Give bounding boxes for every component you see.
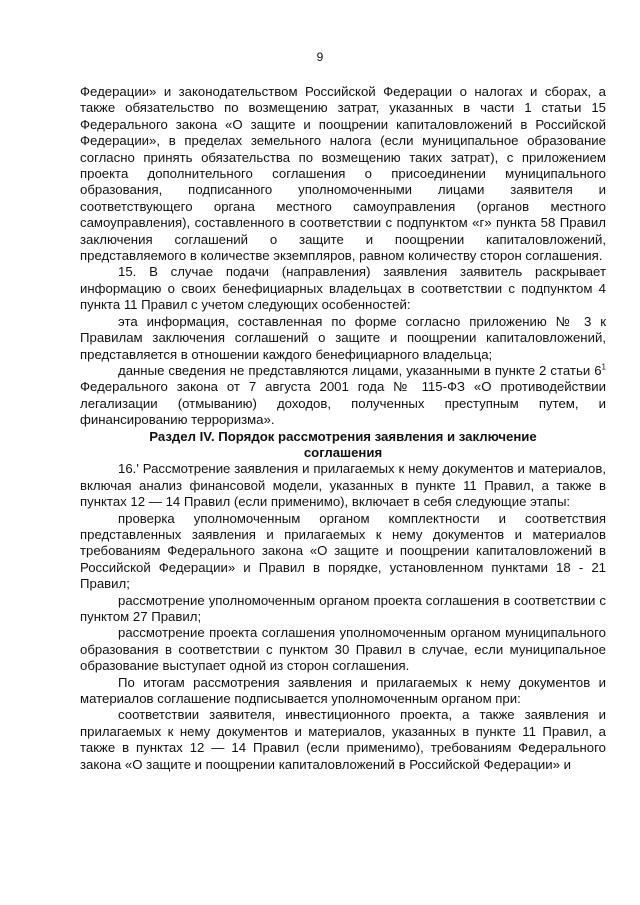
paragraph: рассмотрение уполномоченным органом проекта соглашения в соответствии с пунктом 27 Правил; <box>80 592 606 624</box>
paragraph: Федерации» и законодательством Российской Федерации о налогах и сборах, а также обязательство по возмещению затрат, указанных в части 1 статьи 15 Федерального закона «О защите и поощрении капиталовложений в Российской Федерации», в пределах земельного налога (если муниципальное образование согласно принять обязательства по возмещению таких затрат), с приложением проекта дополнительного соглашения о присоединении муниципального образования, подписанного уполномоченными лицами заявителя и соответствующего органа местного самоуправления (органов местного самоуправления), составленного в соответствии с подпунктом «г» пункта 58 Правил заключения соглашений о защите и поощрении капиталовложений, представляемого в количестве экземпляров, равном количеству сторон соглашения. <box>80 84 606 264</box>
paragraph-with-superscript <box>80 363 606 429</box>
paragraph-text-part: Федерального закона от 7 августа 2001 года № 115-ФЗ «О противодействии легализации (отмыванию) доходов, полученных преступным путем, и финансированию терроризма». <box>80 379 606 428</box>
superscript: 1 <box>601 362 606 372</box>
section-heading: Раздел IV. Порядок рассмотрения заявления и заключение соглашения <box>149 428 537 460</box>
document-body <box>80 84 606 773</box>
paragraph: эта информация, составленная по форме согласно приложению № 3 к Правилам заключения соглашений о защите и поощрении капиталовложений, представляется в отношении каждого бенефициарного владельца; <box>80 313 606 362</box>
paragraph: По итогам рассмотрения заявления и прилагаемых к нему документов и материалов соглашение подписывается уполномоченным органом при: <box>80 674 606 707</box>
paragraph: соответствии заявителя, инвестиционного проекта, а также заявления и прилагаемых к нему документов и материалов, указанных в пункте 11 Правил, а также в пунктах 12 — 14 Правил (если применимо), требованиям Федерального закона «О защите и поощрении капиталовложений в Российской Федерации» и <box>80 707 606 772</box>
paragraph: рассмотрение проекта соглашения уполномоченным органом муниципального образования в соответствии с пунктом 30 Правил в случае, если муниципальное образование выступает одной из сторон соглашения. <box>80 625 606 674</box>
paragraph: 15. В случае подачи (направления) заявления заявитель раскрывает информацию о своих бенефициарных владельцах в соответствии с подпунктом 4 пункта 11 Правил с учетом следующих особенностей: <box>80 264 606 313</box>
paragraph: проверка уполномоченным органом комплектности и соответствия представленных заявления и прилагаемых к нему документов и материалов требованиям Федерального закона «О защите и поощрении капиталовложений в Российской Федерации» и Правил в порядке, установленном пунктами 18 - 21 Правил; <box>80 510 606 592</box>
page-number: 9 <box>316 50 324 64</box>
paragraph-text-part: данные сведения не представляются лицами, указанными в пункте 2 статьи 6 <box>118 362 602 378</box>
paragraph: 16.' Рассмотрение заявления и прилагаемых к нему документов и материалов, включая анализ финансовой модели, указанных в пункте 11 Правил, а также в пунктах 12 — 14 Правил (если применимо), включает в себя следующие этапы: <box>80 461 606 510</box>
